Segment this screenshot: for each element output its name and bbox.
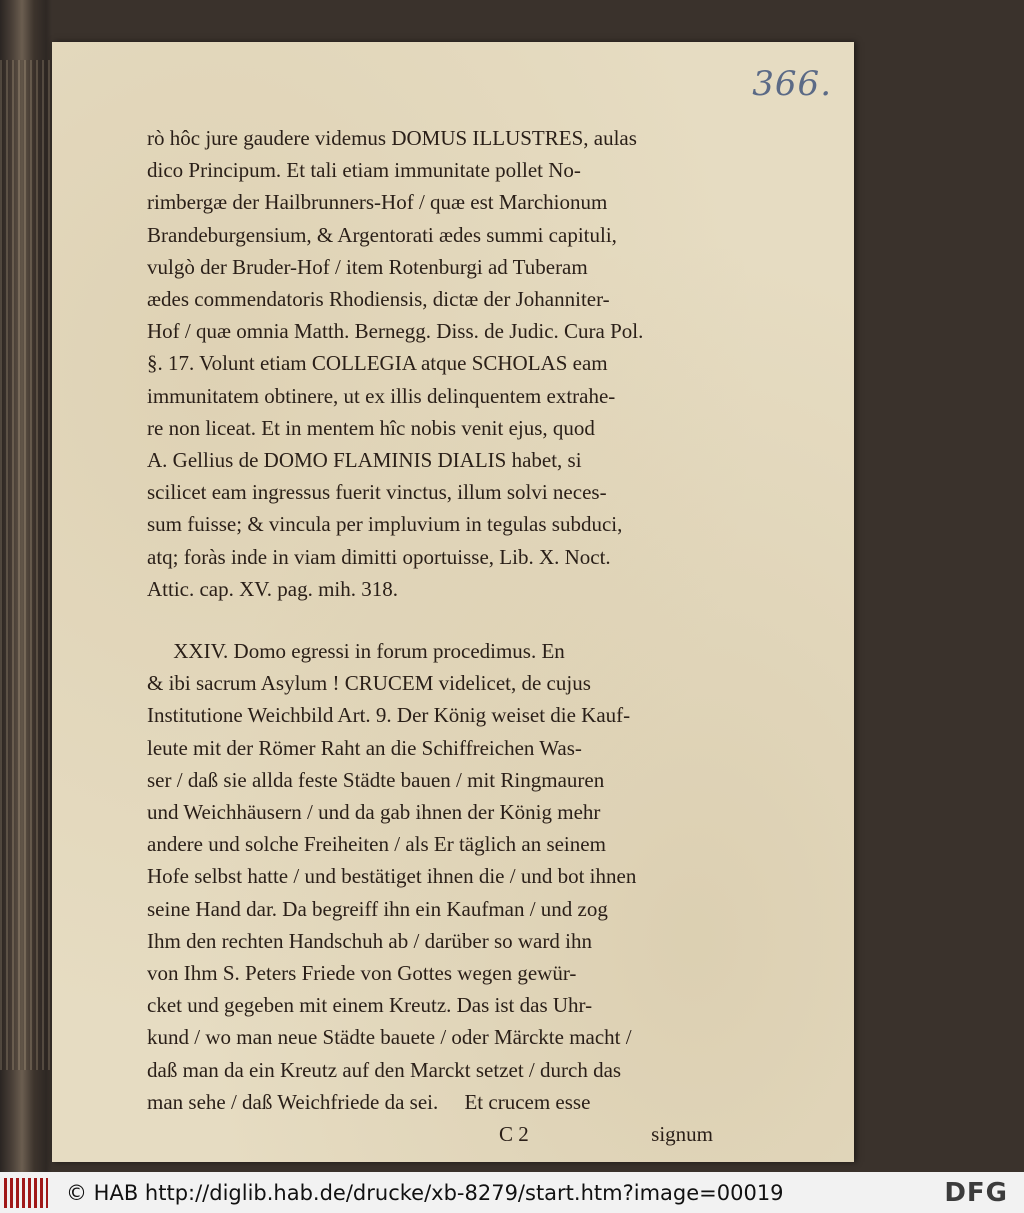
text-line: leute mit der Römer Raht an die Schiffreichen Was- bbox=[147, 735, 582, 760]
book-edge bbox=[0, 60, 52, 1070]
text-line: immunitatem obtinere, ut ex illis delinquentem extrahe- bbox=[147, 383, 616, 408]
text-line: seine Hand dar. Da begreiff ihn ein Kaufman / und zog bbox=[147, 896, 608, 921]
text-line: Hof / quæ omnia Matth. Bernegg. Diss. de Judic. Cura Pol. bbox=[147, 319, 644, 344]
text-line: XXIV. Domo egressi in forum procedimus. En bbox=[147, 639, 565, 664]
text-line: vulgò der Bruder-Hof / item Rotenburgi ad Tuberam bbox=[147, 254, 588, 279]
text-line: cket und gegeben mit einem Kreutz. Das ist das Uhr- bbox=[147, 993, 593, 1018]
text-block bbox=[147, 122, 713, 1150]
signature-line bbox=[147, 1118, 713, 1150]
text-line: Attic. cap. XV. pag. mih. 318. bbox=[147, 576, 398, 601]
text-line: daß man da ein Kreutz auf den Marckt setzet / durch das bbox=[147, 1057, 622, 1082]
text-line: rò hôc jure gaudere videmus DOMUS ILLUSTRES, aulas bbox=[147, 126, 637, 150]
text-line: scilicet eam ingressus fuerit vinctus, illum solvi neces- bbox=[147, 480, 607, 505]
text-line: re non liceat. Et in mentem hîc nobis venit ejus, quod bbox=[147, 415, 595, 440]
signature-mark: C 2 bbox=[499, 1122, 529, 1147]
copyright-url[interactable]: © HAB http://diglib.hab.de/drucke/xb-8279/start.htm?image=00019 bbox=[66, 1180, 784, 1205]
paragraph-1 bbox=[147, 122, 713, 605]
text-line: Ihm den rechten Handschuh ab / darüber so ward ihn bbox=[147, 928, 592, 953]
text-line: und Weichhäusern / und da gab ihnen der König mehr bbox=[147, 800, 601, 825]
text-line: ser / daß sie allda feste Städte bauen / mit Ringmauren bbox=[147, 767, 605, 792]
paragraph-2 bbox=[147, 635, 713, 1118]
text-line: man sehe / daß Weichfriede da sei. Et crucem esse bbox=[147, 1089, 591, 1114]
text-line: kund / wo man neue Städte bauete / oder Märckte macht / bbox=[147, 1025, 632, 1050]
catchword: signum bbox=[651, 1122, 713, 1147]
text-line: A. Gellius de DOMO FLAMINIS DIALIS habet, si bbox=[147, 448, 582, 473]
text-line: atq; foràs inde in viam dimitti oportuisse, Lib. X. Noct. bbox=[147, 544, 611, 569]
text-line: ædes commendatoris Rhodiensis, dictæ der Johanniter- bbox=[147, 287, 610, 312]
text-line: Brandeburgensium, & Argentorati ædes summi capituli, bbox=[147, 222, 617, 247]
barcode-icon bbox=[4, 1178, 48, 1208]
text-line: rimbergæ der Hailbrunners-Hof / quæ est Marchionum bbox=[147, 190, 608, 215]
book-page bbox=[52, 42, 854, 1162]
text-line: von Ihm S. Peters Friede von Gottes wegen gewür- bbox=[147, 961, 577, 986]
text-line: andere und solche Freiheiten / als Er täglich an seinem bbox=[147, 832, 606, 857]
text-line: dico Principum. Et tali etiam immunitate pollet No- bbox=[147, 158, 581, 183]
page-number: 366. bbox=[752, 64, 832, 104]
footer-bar bbox=[0, 1172, 1024, 1213]
text-line: Hofe selbst hatte / und bestätiget ihnen die / und bot ihnen bbox=[147, 864, 637, 889]
dfg-logo: DFG bbox=[944, 1177, 1008, 1208]
text-line: Institutione Weichbild Art. 9. Der König weiset die Kauf- bbox=[147, 703, 631, 728]
text-line: §. 17. Volunt etiam COLLEGIA atque SCHOLAS eam bbox=[147, 351, 608, 376]
text-line: sum fuisse; & vincula per impluvium in tegulas subduci, bbox=[147, 512, 623, 537]
text-line: & ibi sacrum Asylum ! CRUCEM videlicet, de cujus bbox=[147, 671, 591, 696]
